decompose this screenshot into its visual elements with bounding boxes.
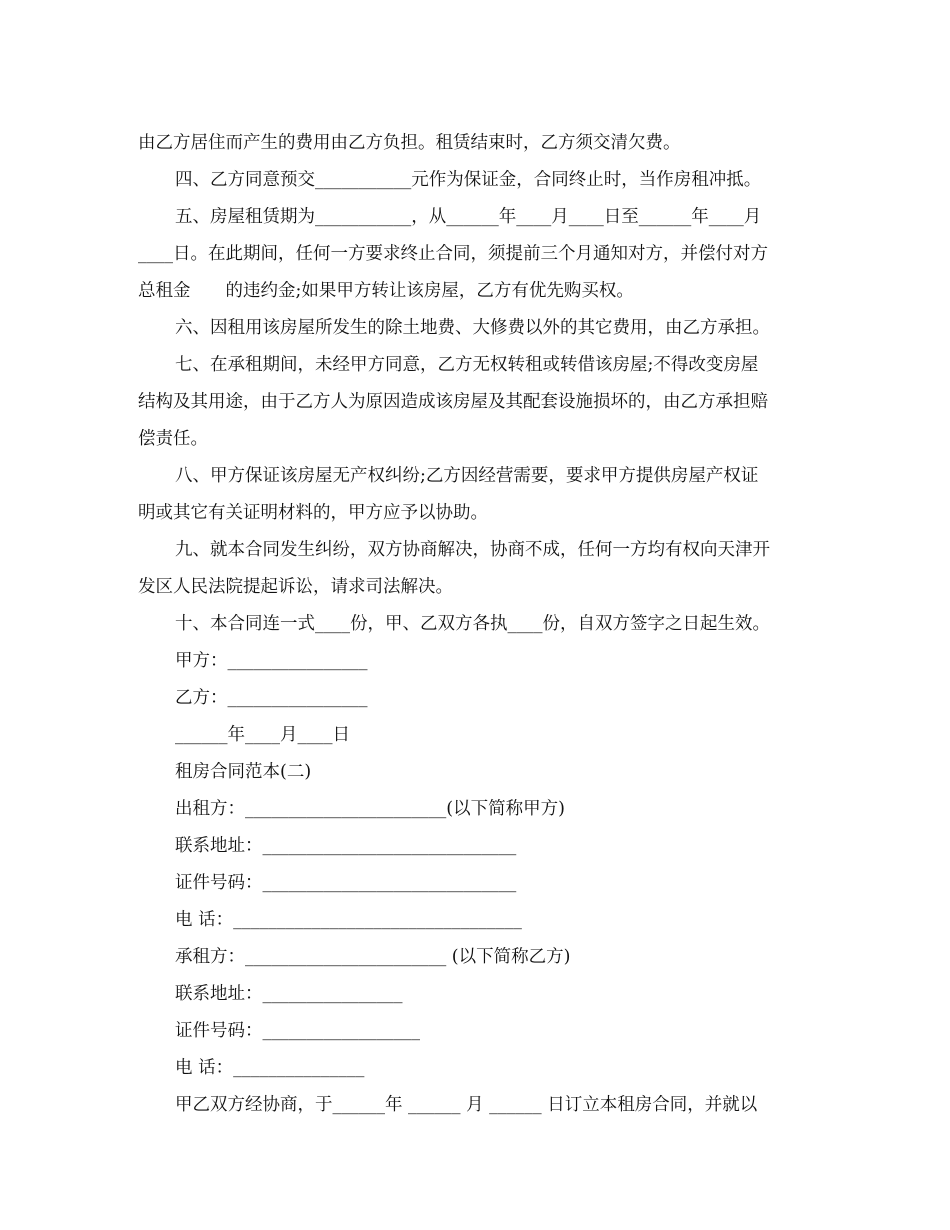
party-a-signature-line: 甲方：________________ (175, 651, 368, 671)
lessee-field: 承租方：_______________________ (以下简称乙方) (175, 947, 571, 967)
lessor-id-field: 证件号码：_____________________________ (175, 873, 517, 893)
lessee-address-field: 联系地址：________________ (175, 984, 403, 1004)
text-line: 总租金 的违约金;如果甲方转让该房屋，乙方有优先购买权。 (138, 281, 634, 301)
clause-7: 七、在承租期间，未经甲方同意，乙方无权转租或转借该房屋;不得改变房屋 (175, 355, 759, 375)
text-line: ____日。在此期间，任何一方要求终止合同，须提前三个月通知对方，并偿付对方 (138, 244, 768, 264)
lessor-field: 出租方：_______________________(以下简称甲方) (175, 799, 565, 819)
clause-8: 八、甲方保证该房屋无产权纠纷;乙方因经营需要，要求甲方提供房屋产权证 (175, 466, 759, 486)
clause-5: 五、房屋租赁期为___________，从______年____月____日至______年____月 (175, 207, 762, 227)
text-line: 明或其它有关证明材料的，甲方应予以协助。 (138, 503, 488, 523)
date-line: ______年____月____日 (175, 725, 350, 745)
lessee-phone-field: 电 话：_______________ (175, 1058, 365, 1078)
lessor-address-field: 联系地址：_____________________________ (175, 836, 517, 856)
lessee-id-field: 证件号码：__________________ (175, 1021, 420, 1041)
clause-4: 四、乙方同意预交___________元作为保证金，合同终止时，当作房租冲抵。 (175, 170, 762, 190)
text-line: 发区人民法院提起诉讼，请求司法解决。 (138, 577, 453, 597)
clause-10: 十、本合同连一式____份，甲、乙双方各执____份，自双方签字之日起生效。 (175, 614, 770, 634)
lessor-phone-field: 电 话：_________________________________ (175, 910, 522, 930)
text-line: 偿责任。 (138, 429, 208, 449)
text-line: 由乙方居住而产生的费用由乙方负担。租赁结束时，乙方须交清欠费。 (138, 133, 681, 153)
clause-6: 六、因租用该房屋所发生的除土地费、大修费以外的其它费用，由乙方承担。 (175, 318, 770, 338)
section-title: 租房合同范本(二) (175, 762, 312, 782)
agreement-intro: 甲乙双方经协商，于______年 ______ 月 ______ 日订立本租房合同，并就以 (175, 1095, 758, 1115)
text-line: 结构及其用途，由于乙方人为原因造成该房屋及其配套设施损坏的，由乙方承担赔 (138, 392, 768, 412)
clause-9: 九、就本合同发生纠纷，双方协商解决，协商不成，任何一方均有权向天津开 (175, 540, 770, 560)
party-b-signature-line: 乙方：________________ (175, 688, 368, 708)
